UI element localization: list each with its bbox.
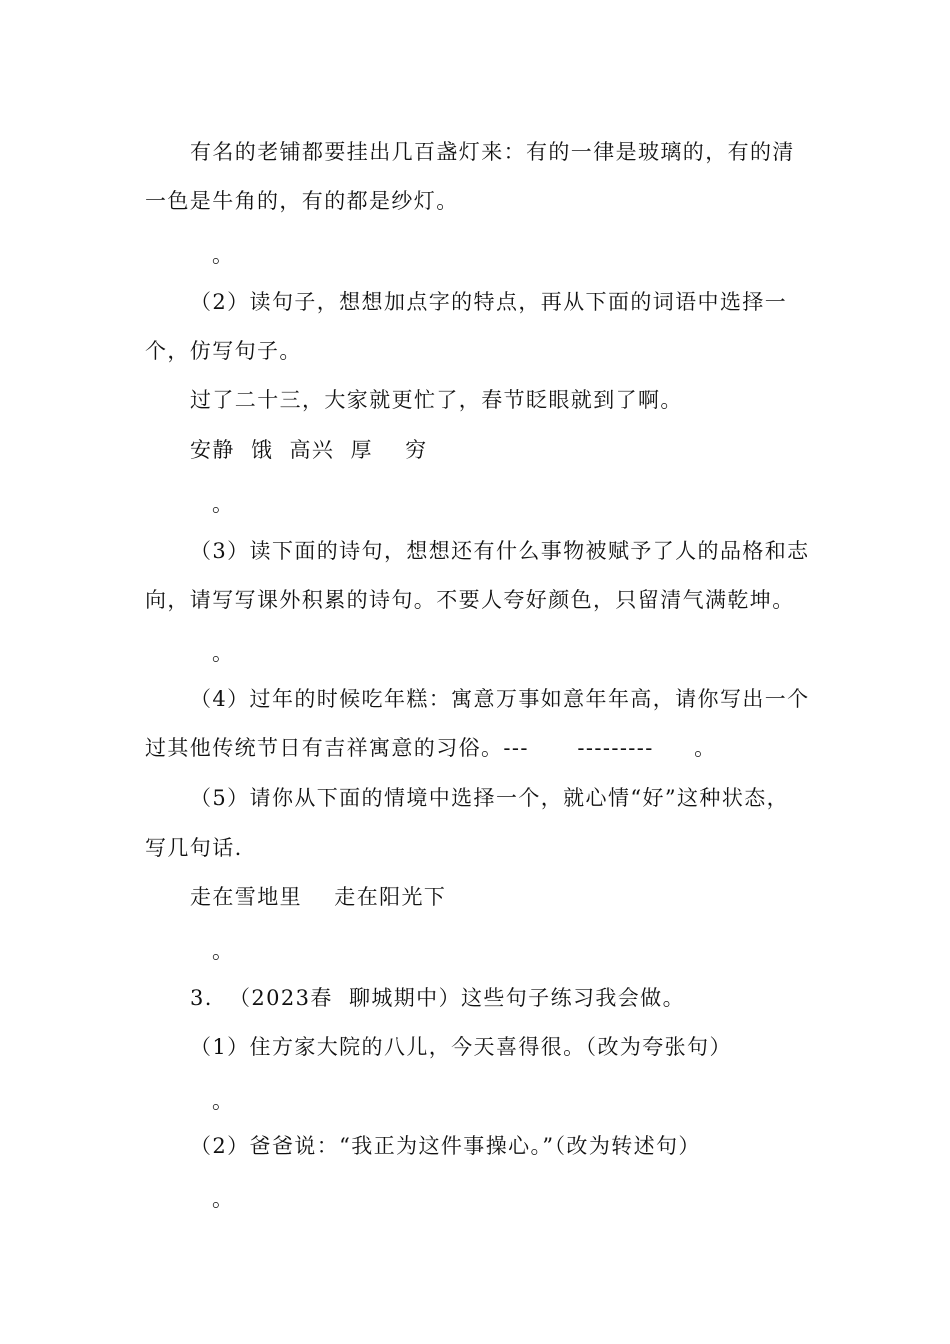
question-4-prompt: （4）过年的时候吃年糕：寓意万事如意年年高，请你写出一个 bbox=[190, 687, 810, 711]
section-3-question-1: （1）住方家大院的八儿，今天喜得很。（改为夸张句） bbox=[190, 1035, 732, 1059]
answer-blank-4: 。 bbox=[212, 939, 235, 963]
question-5-prompt: （5）请你从下面的情境中选择一个，就心情“好”这种状态， bbox=[190, 786, 790, 810]
question-3-prompt-cont: 向，请写写课外积累的诗句。不要人夸好颜色，只留清气满乾坤。 bbox=[145, 588, 795, 612]
section-3-question-2: （2）爸爸说：“我正为这件事操心。”（改为转述句） bbox=[190, 1134, 701, 1158]
answer-blank-1: 。 bbox=[212, 243, 235, 267]
text-line-2: 一色是牛角的，有的都是纱灯。 bbox=[145, 189, 459, 213]
answer-blank-2: 。 bbox=[212, 492, 235, 516]
example-sentence: 过了二十三，大家就更忙了，春节眨眼就到了啊。 bbox=[190, 388, 683, 412]
question-4-prompt-cont: 过其他传统节日有吉祥寓意的习俗。--- --------- 。 bbox=[145, 736, 717, 760]
question-5-prompt-cont: 写几句话. bbox=[145, 836, 243, 860]
situation-choices: 走在雪地里 走在阳光下 bbox=[190, 885, 447, 909]
text-line-1: 有名的老铺都要挂出几百盏灯来：有的一律是玻璃的，有的清 bbox=[190, 140, 795, 164]
answer-blank-6: 。 bbox=[212, 1187, 235, 1211]
question-3-prompt: （3）读下面的诗句，想想还有什么事物被赋予了人的品格和志 bbox=[190, 539, 810, 563]
answer-blank-5: 。 bbox=[212, 1089, 235, 1113]
section-3-heading: 3. （2023春 聊城期中）这些句子练习我会做。 bbox=[190, 986, 685, 1010]
word-choices: 安静 饿 高兴 厚 穷 bbox=[190, 438, 428, 462]
question-2-prompt-cont: 个，仿写句子。 bbox=[145, 339, 302, 363]
question-2-prompt: （2）读句子，想想加点字的特点，再从下面的词语中选择一 bbox=[190, 290, 788, 314]
answer-blank-3: 。 bbox=[212, 641, 235, 665]
